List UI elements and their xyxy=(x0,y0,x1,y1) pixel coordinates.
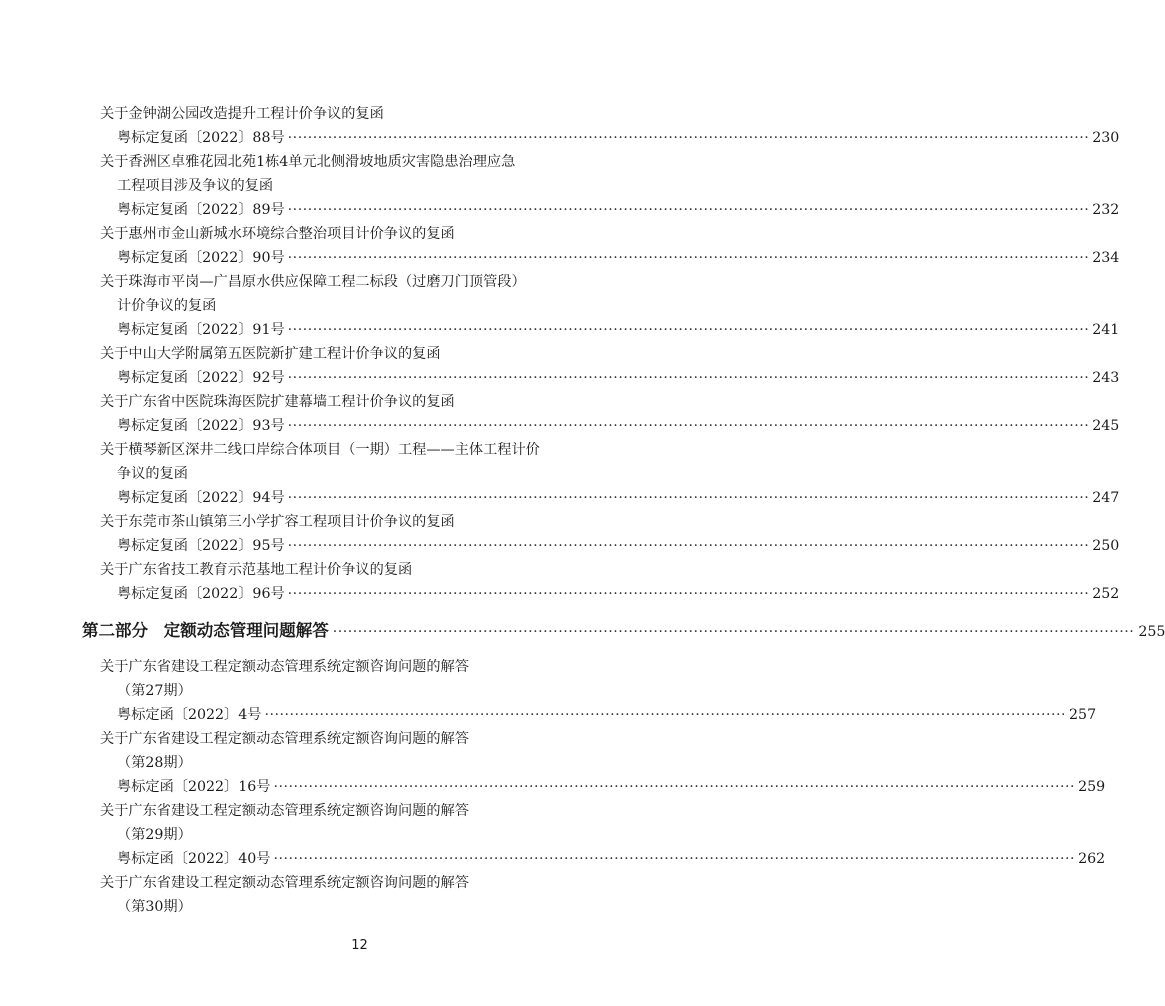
entry-title-text: 关于金钟湖公园改造提升工程计价争议的复函 xyxy=(100,106,384,122)
toc-entry-title xyxy=(0,342,719,366)
document-number: 粤标定复函〔2022〕94号 xyxy=(117,490,285,506)
entry-title-text: 关于广东省建设工程定额动态管理系统定额咨询问题的解答 xyxy=(100,803,469,819)
entry-title-continuation: （第27期） xyxy=(117,683,192,699)
document-number: 粤标定复函〔2022〕88号 xyxy=(117,130,285,146)
toc-reference xyxy=(0,534,1120,558)
dot-leader: ································································································································································ xyxy=(332,624,1135,640)
dot-leader: ································································································································································ xyxy=(287,202,1090,218)
toc-entry-title xyxy=(0,823,719,847)
dot-leader: ································································································································································ xyxy=(287,250,1090,266)
toc-reference xyxy=(0,318,1120,342)
page-reference: 234 xyxy=(1092,250,1120,266)
entry-title-continuation: 计价争议的复函 xyxy=(117,298,217,314)
toc-entry-title xyxy=(0,727,719,751)
entry-title-text: 关于珠海市平岗—广昌原水供应保障工程二标段（过磨刀门顶管段） xyxy=(100,274,526,290)
toc-entry-title xyxy=(0,294,719,318)
entry-title-text: 关于惠州市金山新城水环境综合整治项目计价争议的复函 xyxy=(100,226,455,242)
entry-title-text: 关于广东省中医院珠海医院扩建幕墙工程计价争议的复函 xyxy=(100,394,455,410)
page-reference: 245 xyxy=(1092,418,1120,434)
reference-row xyxy=(117,366,1120,390)
dot-leader: ································································································································································ xyxy=(287,490,1090,506)
reference-row xyxy=(117,414,1120,438)
toc-reference xyxy=(0,366,1120,390)
dot-leader: ································································································································································ xyxy=(273,851,1076,867)
toc-entry-title xyxy=(0,558,719,582)
reference-row xyxy=(117,198,1120,222)
entry-title-text: 关于广东省建设工程定额动态管理系统定额咨询问题的解答 xyxy=(100,659,469,675)
document-number: 粤标定函〔2022〕16号 xyxy=(117,779,271,795)
page-reference: 250 xyxy=(1092,538,1120,554)
dot-leader: ································································································································································ xyxy=(287,322,1090,338)
toc-entry-title xyxy=(0,799,719,823)
reference-row xyxy=(117,486,1120,510)
toc-reference xyxy=(0,582,1120,606)
document-number: 粤标定复函〔2022〕93号 xyxy=(117,418,285,434)
document-number: 粤标定复函〔2022〕95号 xyxy=(117,538,285,554)
toc-entry-title xyxy=(0,174,719,198)
entry-title-text: 关于东莞市茶山镇第三小学扩容工程项目计价争议的复函 xyxy=(100,514,455,530)
toc-reference xyxy=(0,486,1120,510)
entry-title-text: 关于广东省技工教育示范基地工程计价争议的复函 xyxy=(100,562,413,578)
reference-row xyxy=(117,246,1120,270)
reference-row xyxy=(117,318,1120,342)
page-reference: 262 xyxy=(1078,851,1106,867)
reference-row xyxy=(117,847,1106,871)
dot-leader: ································································································································································ xyxy=(287,538,1090,554)
entry-title-continuation: （第29期） xyxy=(117,827,192,843)
toc-entry-title xyxy=(0,150,719,174)
reference-row xyxy=(117,534,1120,558)
dot-leader: ································································································································································ xyxy=(273,779,1076,795)
toc-entry-title xyxy=(0,222,719,246)
toc-entry-title xyxy=(0,871,719,895)
dot-leader: ································································································································································ xyxy=(287,370,1090,386)
document-number: 粤标定函〔2022〕4号 xyxy=(117,707,262,723)
page-reference: 259 xyxy=(1078,779,1106,795)
toc-entry-title xyxy=(0,655,719,679)
toc-reference xyxy=(0,198,1120,222)
page-reference: 241 xyxy=(1092,322,1120,338)
toc-reference xyxy=(0,414,1120,438)
page-reference: 255 xyxy=(1138,624,1165,640)
toc-reference xyxy=(0,703,1097,727)
reference-row xyxy=(117,775,1106,799)
reference-row xyxy=(117,126,1120,150)
reference-row xyxy=(117,582,1120,606)
toc-entry-title xyxy=(0,462,719,486)
dot-leader: ································································································································································ xyxy=(287,586,1090,602)
document-number: 粤标定函〔2022〕40号 xyxy=(117,851,271,867)
page-reference: 232 xyxy=(1092,202,1120,218)
toc-reference xyxy=(0,775,1106,799)
entry-title-continuation: 工程项目涉及争议的复函 xyxy=(117,178,274,194)
page-number: 12 xyxy=(351,938,368,953)
entry-title-text: 关于广东省建设工程定额动态管理系统定额咨询问题的解答 xyxy=(100,875,469,891)
toc-entry-title xyxy=(0,510,719,534)
entry-title-text: 关于中山大学附属第五医院新扩建工程计价争议的复函 xyxy=(100,346,441,362)
entry-title-text: 关于横琴新区深井二线口岸综合体项目（一期）工程——主体工程计价 xyxy=(100,442,540,458)
toc-entry-title xyxy=(0,438,719,462)
toc-reference xyxy=(0,246,1120,270)
document-number: 粤标定复函〔2022〕96号 xyxy=(117,586,285,602)
section-row xyxy=(82,617,1165,646)
entry-title-continuation: （第28期） xyxy=(117,755,192,771)
toc-entry-title xyxy=(0,751,719,775)
document-number: 粤标定复函〔2022〕91号 xyxy=(117,322,285,338)
toc-entry-title xyxy=(0,679,719,703)
toc-entry-title xyxy=(0,270,719,294)
dot-leader: ································································································································································ xyxy=(287,418,1090,434)
dot-leader: ································································································································································ xyxy=(264,707,1067,723)
dot-leader: ································································································································································ xyxy=(287,130,1090,146)
page-reference: 247 xyxy=(1092,490,1120,506)
reference-row xyxy=(117,703,1097,727)
entry-title-continuation: 争议的复函 xyxy=(117,466,188,482)
section-title: 第二部分 定额动态管理问题解答 xyxy=(82,621,329,640)
toc-section xyxy=(0,617,1165,645)
toc-reference xyxy=(0,847,1106,871)
toc-entry-title xyxy=(0,102,719,126)
page-reference: 230 xyxy=(1092,130,1120,146)
document-number: 粤标定复函〔2022〕92号 xyxy=(117,370,285,386)
toc-reference xyxy=(0,126,1120,150)
page-reference: 257 xyxy=(1069,707,1097,723)
document-number: 粤标定复函〔2022〕90号 xyxy=(117,250,285,266)
toc-entry-title xyxy=(0,895,719,919)
entry-title-text: 关于香洲区卓雅花园北苑1栋4单元北侧滑坡地质灾害隐患治理应急 xyxy=(100,154,516,170)
document-number: 粤标定复函〔2022〕89号 xyxy=(117,202,285,218)
entry-title-text: 关于广东省建设工程定额动态管理系统定额咨询问题的解答 xyxy=(100,731,469,747)
toc-entry-title xyxy=(0,390,719,414)
page-reference: 252 xyxy=(1092,586,1120,602)
page-reference: 243 xyxy=(1092,370,1120,386)
entry-title-continuation: （第30期） xyxy=(117,899,192,915)
